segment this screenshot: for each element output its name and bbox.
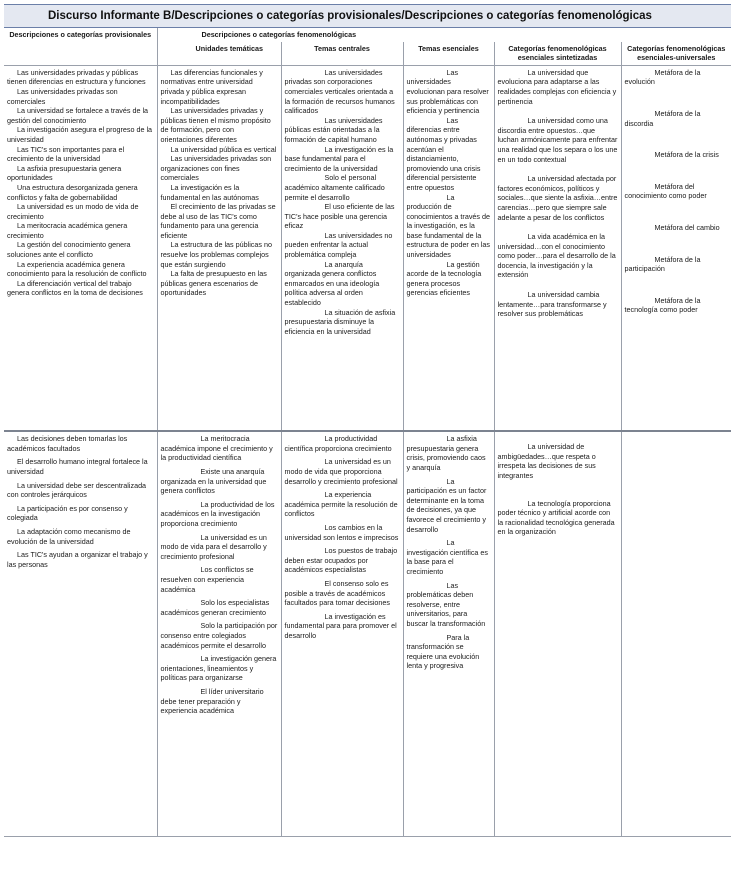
list-item: La productividad de los académicos en la investigación proporciona crecimiento [160,499,275,529]
list-item: La universidad debe ser descentralizada con controles jerárquicos [7,480,147,500]
table-row-section-1 [4,65,731,431]
list-item: La tecnología proporciona poder técnico y artificial acorde con la racionalidad tecnológica generada en la organización [497,498,615,537]
list-item: La universidad afectada por factores económicos, políticos y sociales…que siente la asfixia…entre carencias…pero que siempre sale adelante a pesar de los conflictos [497,174,618,222]
list-item: Las universidades públicas están orientadas a la formación de capital humano [284,115,383,144]
s2-universales-cell [621,431,731,836]
list-item: La investigación es la fundamental en las autónomas [160,182,259,202]
list-item: La anarquía organizada genera conflictos enmarcados en una ideología política adversa al orden establecido [284,259,380,308]
list-item: Metáfora de la crisis [654,150,719,160]
list-item: La investigación es la base fundamental para el crecimiento de la universidad [284,144,394,173]
list-item: La universidad como una discordia entre opuestos…que luchan armónicamente para enfrentar una realidad que los separa o los une en un todo contextual [497,116,618,164]
s1-provisional-cell [4,65,157,431]
list-item: La participación es por consenso y colegiada [7,503,128,523]
table-title: Discurso Informante B/Descripciones o categorías provisionales/Descripciones o categorías fenomenológicas [4,4,731,28]
list-item: Las diferencias funcionales y normativas entre universidad privada y pública expresan incompatibilidades [160,67,263,106]
categories-table [4,28,731,837]
s1-unidades-cell [157,65,281,431]
header-row-columns [4,42,731,66]
header-row-top [4,28,731,42]
list-item: Metáfora de la tecnología como poder [624,295,701,315]
list-item: Una estructura desorganizada genera conflictos y falta de gobernabilidad [7,182,138,202]
list-item: Metáfora de la participación [624,254,701,274]
s1-temas-centrales-cell [281,65,403,431]
list-item: La estructura de las públicas no resuelve los problemas complejos que están surgiendo [160,240,272,269]
list-item: Las decisiones deben tomarlas los académicos facultados [7,434,128,453]
header-temas-centrales: Temas centrales [281,42,403,66]
list-item: La meritocracia académica impone el crecimiento y la productividad científica [160,434,273,463]
list-item: La asfixia presupuestaria genera oportunidades [7,163,122,183]
header-temas-esenciales: Temas esenciales [403,42,494,66]
s2-unidades-cell [157,431,281,836]
list-item: Las universidades privadas y públicas tienen el mismo propósito de formación, pero con orientaciones diferentes [160,106,271,144]
list-item: Metáfora del conocimiento como poder [624,181,707,201]
list-item: El líder universitario debe tener preparación y experiencia académica [160,686,264,716]
list-item: Las universidades privadas son organizaciones con fines comerciales [160,154,272,183]
s2-temas-esenciales-cell [403,431,494,836]
list-item: La asfixia presupuestaria genera crisis, promoviendo caos y anarquía [406,434,486,473]
list-item: Las universidades evolucionan para resolver sus problemáticas con eficiencia y pertinencia [406,67,489,116]
list-item: La experiencia académica genera conocimiento para la resolución de conflicto [7,259,147,279]
list-item: El consenso solo es posible a través de académicos facultados para tomar decisiones [284,579,390,608]
list-item: El uso eficiente de las TIC's hace posible una gerencia eficaz [284,202,395,231]
list-item: La universidad cambia lentamente…para transformarse y resolver sus problemáticas [497,290,607,319]
list-item: La investigación es fundamental para para promover el desarrollo [284,611,397,640]
list-item: La falta de presupuesto en las públicas genera escenarios de oportunidades [160,269,267,298]
list-item: La universidad es un modo de vida de crecimiento [7,202,139,221]
list-item: La universidad de ambigüedades…que respeta o irrespeta las decisiones de sus integrantes [497,442,596,481]
list-item: Las diferencias entre autónomas y privadas acentúan el distanciamiento, promoviendo una crisis diferencial persistente entre opuestos [406,115,481,192]
list-item: La gestión del conocimiento genera soluciones ante el conflicto [7,240,131,260]
header-provisional-spacer [4,42,157,66]
header-categorias-sintetizadas: Categorías fenomenológicas esenciales sintetizadas [494,42,621,66]
list-item: Las universidades privadas son comerciales [7,86,118,106]
list-item: Para la transformación se requiere una evolución lenta y progresiva [406,632,480,671]
list-item: La participación es un factor determinante en la toma de decisiones, ya que favorece el crecimiento y desarrollo [406,476,487,534]
s2-temas-centrales-cell [281,431,403,836]
list-item: El desarrollo humano integral fortalece la universidad [7,457,148,477]
list-item: La universidad que evoluciona para adaptarse a las realidades complejas con eficiencia y pertinencia [497,67,617,106]
list-item: Los conflictos se resuelven con experiencia académica [160,565,254,594]
list-item: La universidad es un modo de vida que proporciona desarrollo y crecimiento profesional [284,457,398,486]
list-item: La situación de asfixia presupuestaria disminuye la eficiencia en la universidad [284,307,396,336]
s2-provisional-cell [4,431,157,836]
s2-sintetizadas-cell [494,431,621,836]
list-item: La investigación científica es la base para el crecimiento [406,538,489,576]
list-item: Existe una anarquía organizada en la universidad que genera conflictos [160,467,267,496]
list-item: Metáfora del cambio [654,222,720,232]
list-item: La vida académica en la universidad…con el conocimiento como poder…para el desarrollo de la docencia, la investigación y la extensión [497,232,616,280]
list-item: La producción de conocimientos a través de la investigación, es la base fundamental de la estructura de poder en las universidades [406,192,491,260]
list-item: Las universidades privadas son corporaciones comerciales verticales orientada a la formación de recursos humanos calificados [284,67,395,116]
list-item: El crecimiento de las privadas se debe al uso de las TIC's como fundamento para una gerencia eficiente [160,202,276,240]
list-item: La productividad científica proporciona crecimiento [284,434,392,453]
list-item: La meritocracia académica genera crecimiento [7,221,128,240]
table-row-section-2 [4,431,731,836]
list-item: La adaptación como mecanismo de evolución de la universidad [7,527,131,546]
list-item: Las TIC's ayudan a organizar el trabajo y las personas [7,550,148,569]
list-item: Metáfora de la discordia [624,108,701,128]
list-item: La universidad es un modo de vida para el desarrollo y crecimiento profesional [160,532,267,561]
list-item: Los puestos de trabajo deben estar ocupados por académicos especialistas [284,546,398,575]
list-item: La diferenciación vertical del trabajo genera conflictos en la toma de decisiones [7,278,143,298]
list-item: La experiencia académica permite la resolución de conflictos [284,490,398,519]
list-item: Solo la participación por consenso entre colegiados académicos permite el desarrollo [160,621,278,650]
list-item: La universidad pública es vertical [170,144,277,154]
list-item: La universidad se fortalece a través de la gestión del conocimiento [7,106,149,125]
list-item: Solo los especialistas académicos generan crecimiento [160,598,270,617]
header-categorias-universales: Categorías fenomenológicas esenciales-universales [621,42,731,66]
s1-sintetizadas-cell [494,65,621,431]
list-item: Solo el personal académico altamente calificado permite el desarrollo [284,173,385,202]
list-item: Las universidades privadas y públicas tienen diferencias en estructura y funciones [7,67,146,87]
list-item: La gestión acorde de la tecnología genera procesos gerencias eficientes [406,259,482,298]
list-item: Las TIC's son importantes para el crecimiento de la universidad [7,144,125,164]
header-unidades-tematicas: Unidades temáticas [157,42,281,66]
header-fenomenologicas-group: Descripciones o categorías fenomenológicas [157,28,731,42]
list-item: La investigación genera orientaciones, lineamientos y políticas para organizarse [160,654,277,683]
list-item: Las universidades no pueden enfrentar la actual problemática compleja [284,230,393,260]
s1-temas-esenciales-cell [403,65,494,431]
header-provisional: Descripciones o categorías provisionales [4,28,157,42]
list-item: Las problemáticas deben resolverse, entre universitarios, para buscar la transformación [406,580,486,628]
list-item: Los cambios en la universidad son lentos e imprecisos [284,523,399,542]
s1-universales-cell [621,65,731,431]
list-item: La investigación asegura el progreso de la universidad [7,125,153,144]
list-item: Metáfora de la evolución [624,67,701,87]
